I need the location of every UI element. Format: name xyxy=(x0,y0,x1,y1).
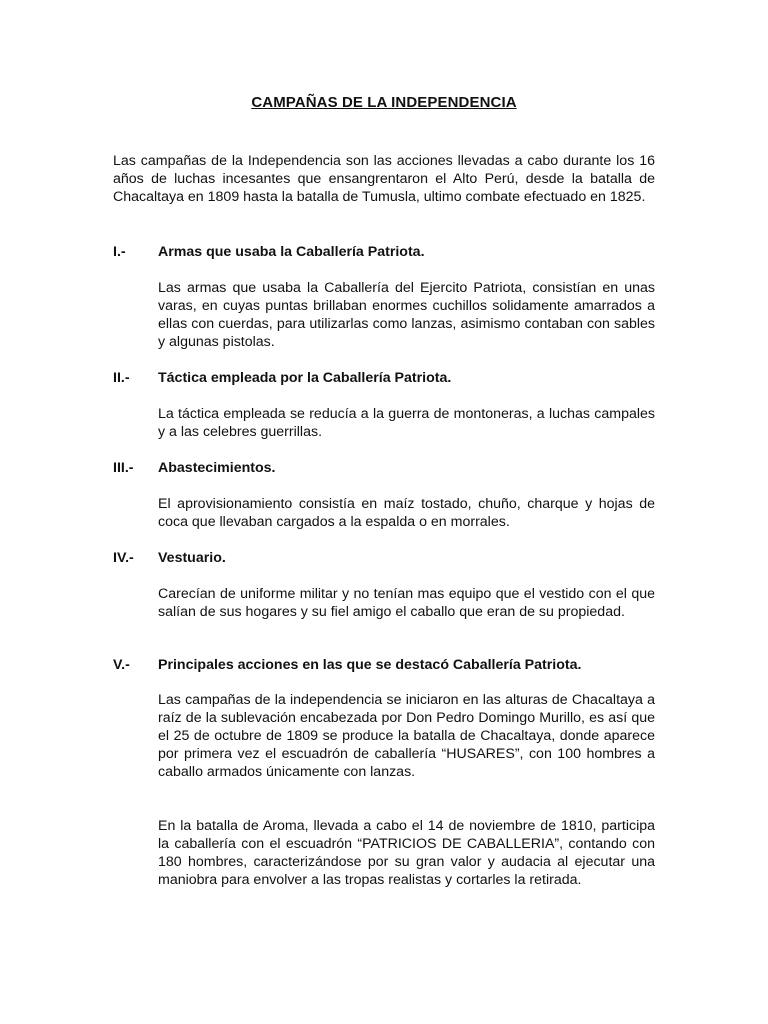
section-title: Armas que usaba la Caballería Patriota. xyxy=(158,244,425,260)
section-title: Vestuario. xyxy=(158,550,226,566)
section-1-paragraph-1: Las armas que usaba la Caballería del Ejercito Patriota, consistían en unas varas, en cuyas puntas brillaban enormes cuchillos solidamente amarrados a ellas con cuerdas, para utilizarlas como lanzas, asimismo contaban con sables y algunas pistolas. xyxy=(158,280,655,350)
section-number: II.- xyxy=(113,370,130,386)
section-5-paragraph-1: Las campañas de la independencia se iniciaron en las alturas de Chacaltaya a raíz de la sublevación encabezada por Don Pedro Domingo Murillo, es así que el 25 de octubre de 1809 se produce la batalla de Chacaltaya, donde aparece por primera vez el escuadrón de caballería “HUSARES”, con 100 hombres a caballo armados únicamente con lanzas. xyxy=(158,692,655,780)
section-title: Principales acciones en las que se destacó Caballería Patriota. xyxy=(158,657,582,673)
section-number: V.- xyxy=(113,657,130,673)
section-number: I.- xyxy=(113,244,126,260)
section-3-paragraph-1: El aprovisionamiento consistía en maíz tostado, chuño, charque y hojas de coca que llevaban cargados a la espalda o en morrales. xyxy=(158,496,655,530)
intro-paragraph: Las campañas de la Independencia son las acciones llevadas a cabo durante los 16 años de luchas incesantes que ensangrentaron el Alto Perú, desde la batalla de Chacaltaya en 1809 hasta la batalla de Tumusla, ultimo combate efectuado en 1825. xyxy=(113,153,655,205)
section-4-paragraph-1: Carecían de uniforme militar y no tenían mas equipo que el vestido con el que salían de sus hogares y su fiel amigo el caballo que eran de su propiedad. xyxy=(158,586,655,620)
section-title: Táctica empleada por la Caballería Patriota. xyxy=(158,370,452,386)
document-title: CAMPAÑAS DE LA INDEPENDENCIA xyxy=(251,94,517,111)
section-title: Abastecimientos. xyxy=(158,460,276,476)
section-2-paragraph-1: La táctica empleada se reducía a la guerra de montoneras, a luchas campales y a las celebres guerrillas. xyxy=(158,406,655,440)
section-number: IV.- xyxy=(113,550,134,566)
section-5-paragraph-2: En la batalla de Aroma, llevada a cabo el 14 de noviembre de 1810, participa la caballería con el escuadrón “PATRICIOS DE CABALLERIA”, contando con 180 hombres, caracterizándose por su gran valor y audacia al ejecutar una maniobra para envolver a las tropas realistas y cortarles la retirada. xyxy=(158,818,655,888)
section-number: III.- xyxy=(113,460,134,476)
